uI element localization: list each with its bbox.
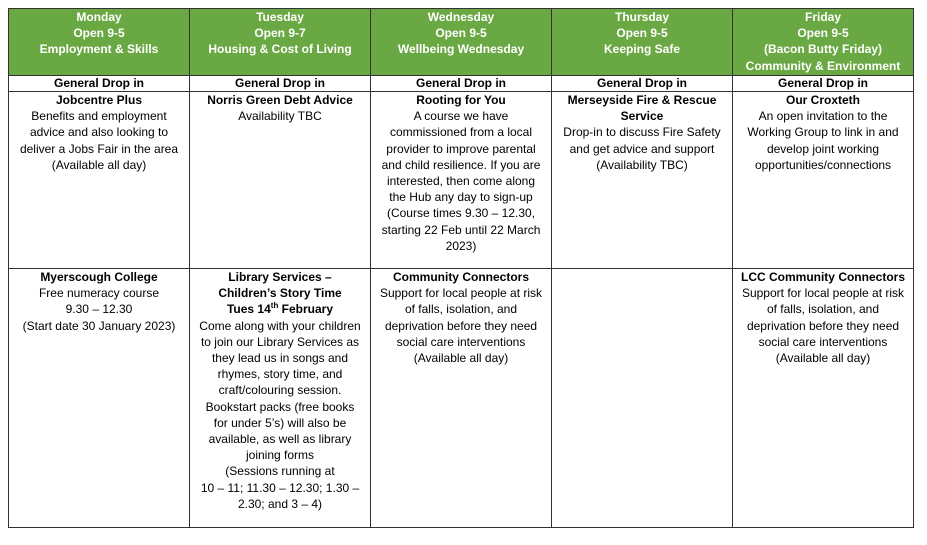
session-line: An open invitation to the	[758, 109, 888, 124]
friday-session-2	[733, 269, 914, 528]
session-line: Availability TBC	[238, 109, 322, 124]
session-line: deliver a Jobs Fair in the area	[19, 141, 179, 156]
opening-hours: Open 9-5	[797, 26, 849, 41]
session-line: Support for local people at risk	[379, 286, 543, 301]
drop-in-row	[9, 76, 914, 92]
day-theme: Keeping Safe	[603, 42, 681, 57]
session-line: Benefits and employment	[31, 109, 167, 124]
session-line: Support for local people at risk	[741, 286, 905, 301]
session-title: Our Croxteth	[785, 93, 860, 107]
session-line: (Available all day)	[775, 351, 871, 366]
session-line: and get advice and support	[569, 141, 715, 156]
drop-in-label: General Drop in	[733, 76, 914, 92]
day-name: Friday	[804, 10, 841, 24]
session-line: Working Group to link in and	[747, 125, 899, 140]
thursday-session-2-empty	[552, 269, 733, 528]
session-row-1	[9, 92, 914, 269]
session-line: develop joint working	[766, 141, 880, 156]
day-name: Wednesday	[427, 10, 495, 24]
opening-hours: Open 9-5	[73, 26, 125, 41]
session-line: Free numeracy course	[38, 286, 160, 301]
friday-session-1	[733, 92, 914, 269]
session-line: social care interventions	[396, 334, 526, 349]
monday-session-2	[9, 269, 190, 528]
opening-hours: Open 9-5	[435, 26, 487, 41]
session-title-cont: Service	[620, 109, 664, 124]
tuesday-session-2	[190, 269, 371, 528]
day-name: Monday	[76, 10, 122, 24]
session-line: provider to improve parental	[386, 141, 536, 156]
session-title: Norris Green Debt Advice	[207, 93, 353, 107]
wednesday-session-2	[371, 269, 552, 528]
session-line: (Sessions running at	[225, 464, 335, 479]
ordinal-suffix: th	[270, 301, 279, 311]
session-line: craft/colouring session.	[218, 383, 342, 398]
session-line: to join our Library Services as	[200, 334, 360, 349]
header-tuesday	[190, 9, 371, 76]
day-name: Tuesday	[256, 10, 304, 24]
session-line: advice and also looking to	[29, 125, 169, 140]
session-title: LCC Community Connectors	[740, 270, 905, 284]
session-line: 2.30; and 3 – 4)	[237, 496, 323, 511]
session-title-cont: Children’s Story Time	[218, 286, 342, 301]
day-theme: Employment & Skills	[39, 42, 159, 57]
session-line: joining forms	[245, 448, 315, 463]
session-line: (Available all day)	[51, 157, 147, 172]
session-line: (Start date 30 January 2023)	[22, 318, 176, 333]
session-date-day: Tues 14	[226, 302, 271, 317]
session-date	[193, 301, 367, 317]
session-line: deprivation before they need	[746, 318, 900, 333]
header-monday	[9, 9, 190, 76]
session-line: rhymes, story time, and	[217, 367, 343, 382]
day-header-row	[9, 9, 914, 76]
session-line: the Hub any day to sign-up	[389, 190, 533, 205]
monday-session-1	[9, 92, 190, 269]
session-title: Community Connectors	[392, 270, 529, 284]
session-line: interested, then come along	[386, 174, 536, 189]
header-wednesday	[371, 9, 552, 76]
session-line: opportunities/connections	[754, 157, 892, 172]
opening-hours: Open 9-7	[254, 26, 306, 41]
session-line: starting 22 Feb until 22 March	[381, 222, 541, 237]
day-name: Thursday	[614, 10, 669, 24]
session-line: of falls, isolation, and	[404, 302, 518, 317]
day-theme: (Bacon Butty Friday)	[763, 42, 882, 57]
session-line: 9.30 – 12.30	[65, 302, 133, 317]
session-row-2	[9, 269, 914, 528]
session-date-month: February	[278, 302, 334, 317]
session-line: commissioned from a local	[389, 125, 533, 140]
thursday-session-1	[552, 92, 733, 269]
drop-in-label: General Drop in	[190, 76, 371, 92]
session-line: (Course times 9.30 – 12.30,	[386, 206, 536, 221]
tuesday-session-1	[190, 92, 371, 269]
weekly-schedule-table	[8, 8, 914, 528]
session-line: (Availability TBC)	[596, 157, 688, 172]
session-line: they lead us in songs and	[211, 351, 349, 366]
day-theme: Housing & Cost of Living	[208, 42, 352, 57]
session-line: Bookstart packs (free books	[205, 399, 355, 414]
session-title: Jobcentre Plus	[55, 93, 143, 107]
session-title: Merseyside Fire & Rescue	[567, 93, 717, 107]
day-theme-secondary: Community & Environment	[745, 58, 901, 73]
session-line: Come along with your children	[199, 318, 361, 333]
session-title: Rooting for You	[416, 93, 506, 107]
opening-hours: Open 9-5	[616, 26, 668, 41]
drop-in-label: General Drop in	[371, 76, 552, 92]
day-theme: Wellbeing Wednesday	[397, 42, 525, 57]
session-line: for under 5’s) will also be	[213, 415, 347, 430]
session-line: 10 – 11; 11.30 – 12.30; 1.30 –	[200, 480, 360, 495]
drop-in-label: General Drop in	[9, 76, 190, 92]
session-line: social care interventions	[758, 334, 888, 349]
header-friday	[733, 9, 914, 76]
session-line: Drop-in to discuss Fire Safety	[563, 125, 721, 140]
session-line: A course we have	[413, 109, 509, 124]
session-line: 2023)	[445, 238, 477, 253]
session-line: of falls, isolation, and	[766, 302, 880, 317]
session-title: Library Services –	[228, 270, 332, 284]
session-title: Myerscough College	[40, 270, 158, 284]
session-line: deprivation before they need	[384, 318, 538, 333]
session-line: available, as well as library	[208, 432, 352, 447]
session-line: and child resilience. If you are	[381, 157, 541, 172]
drop-in-label: General Drop in	[552, 76, 733, 92]
session-line: (Available all day)	[413, 351, 509, 366]
wednesday-session-1	[371, 92, 552, 269]
header-thursday	[552, 9, 733, 76]
